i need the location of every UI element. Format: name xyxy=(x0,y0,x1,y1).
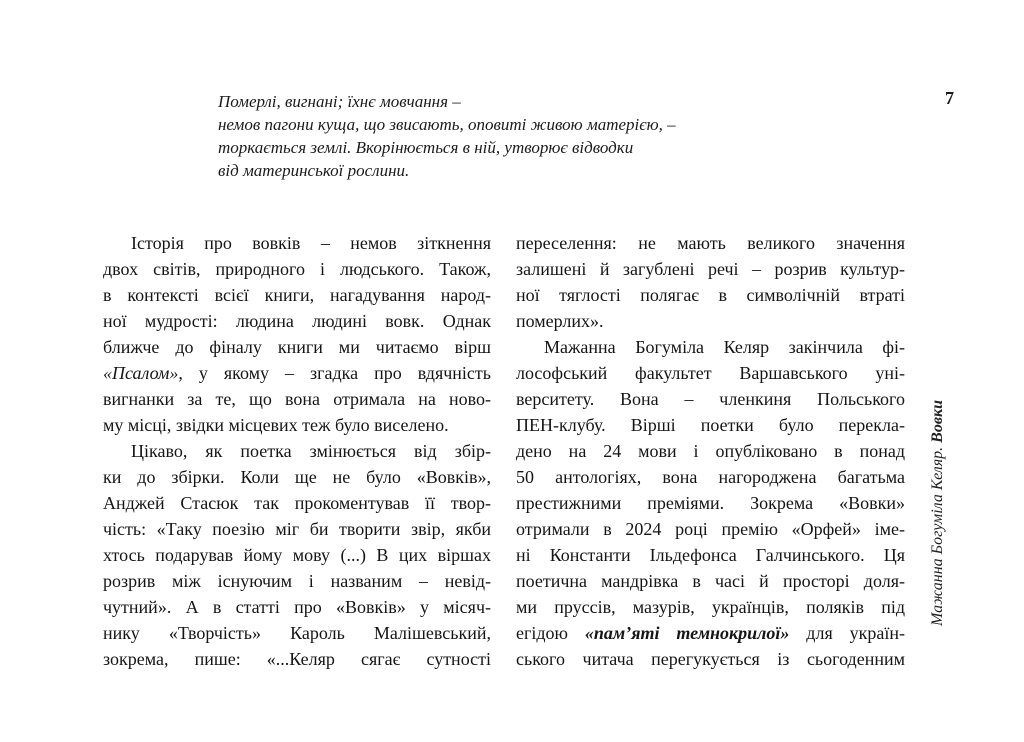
text-line xyxy=(516,516,905,542)
epigraph-line: торкається землі. Вкорінюється в ній, утворює відводки xyxy=(218,138,634,157)
text-line xyxy=(103,308,491,334)
text-segment: для україн- xyxy=(789,623,905,643)
text-line xyxy=(103,282,491,308)
column-right xyxy=(516,230,905,672)
margin-author: Мажанна Богуміла Келяр. xyxy=(929,442,946,627)
text-line xyxy=(516,412,905,438)
text-segment: «Псалом» xyxy=(103,363,179,383)
text-line xyxy=(103,334,491,360)
text-segment: в контексті всієї книги, нагадування народ- xyxy=(103,285,491,305)
text-segment: отримали в 2024 році премію «Орфей» іме- xyxy=(516,519,905,539)
text-line xyxy=(516,646,905,672)
text-line xyxy=(516,282,905,308)
epigraph xyxy=(218,90,676,182)
text-line xyxy=(516,594,905,620)
text-segment: «пам’яті темнокрилої» xyxy=(584,623,790,643)
text-segment: престижними преміями. Зокрема «Вовки» xyxy=(516,493,905,513)
text-segment: егідою xyxy=(516,623,585,643)
text-segment: верситету. Вона – членкиня Польського xyxy=(516,389,905,409)
text-segment: переселення: не мають великого значення xyxy=(516,233,905,253)
text-segment: хтось подарував йому мову (...) В цих віршах xyxy=(103,545,491,565)
page-number: 7 xyxy=(945,88,954,108)
text-segment: нику «Творчість» Кароль Малішевський, xyxy=(103,623,491,643)
text-segment: вигнанки за те, що вона отримала на ново- xyxy=(103,389,491,409)
text-line xyxy=(103,620,491,646)
text-segment: дено на 24 мови і опубліковано в понад xyxy=(516,441,905,461)
text-line xyxy=(103,438,491,464)
text-line xyxy=(516,334,905,360)
text-segment: Історія про вовків – немов зіткнення xyxy=(131,233,491,253)
text-segment: ні Константи Ільдефонса Галчинського. Ця xyxy=(516,545,905,565)
text-segment: залишені й загублені речі – розрив культур- xyxy=(516,259,905,279)
text-segment: поетична мандрівка в часі й просторі доля- xyxy=(516,571,905,591)
text-segment: чість: «Таку поезію міг би творити звір, якби xyxy=(103,519,491,539)
text-line xyxy=(516,464,905,490)
epigraph-line: Померлі, вигнані; їхнє мовчання – xyxy=(218,92,461,111)
text-line xyxy=(516,542,905,568)
text-line xyxy=(516,490,905,516)
text-segment: ної мудрості: людина людині вовк. Однак xyxy=(103,311,491,331)
text-line xyxy=(516,568,905,594)
column-left xyxy=(103,230,491,672)
text-line xyxy=(103,386,491,412)
text-segment: 50 антологіях, вона нагороджена багатьма xyxy=(516,467,905,487)
text-line xyxy=(103,256,491,282)
text-segment: зокрема, пише: «...Келяр сягає сутності xyxy=(103,649,491,669)
text-segment: му місці, звідки місцевих теж було виселено. xyxy=(103,415,449,435)
text-line xyxy=(516,360,905,386)
text-line xyxy=(103,230,491,256)
text-line xyxy=(103,594,491,620)
text-line xyxy=(103,516,491,542)
text-line xyxy=(103,412,491,438)
text-segment: ми пруссів, мазурів, українців, поляків під xyxy=(516,597,905,617)
text-segment: ки до збірки. Коли ще не було «Вовків», xyxy=(103,467,491,487)
text-segment: ближче до фіналу книги ми читаємо вірш xyxy=(103,337,491,357)
text-line xyxy=(103,542,491,568)
margin-book-title: Вовки xyxy=(929,399,946,443)
text-line xyxy=(103,568,491,594)
text-segment: померлих». xyxy=(516,311,604,331)
text-segment: Цікаво, як поетка змінюється від збір- xyxy=(131,441,491,461)
text-segment: двох світів, природного і людського. Також, xyxy=(103,259,491,279)
text-segment: лософський факультет Варшавського уні- xyxy=(516,363,905,383)
text-segment: розрив між існуючим і названим – невід- xyxy=(103,571,491,591)
text-line xyxy=(103,360,491,386)
text-line xyxy=(103,464,491,490)
epigraph-line: немов пагони куща, що звисають, оповиті живою матерією, – xyxy=(218,115,676,134)
text-line xyxy=(516,308,905,334)
text-segment: Анджей Стасюк так прокоментував її твор- xyxy=(103,493,491,513)
text-line xyxy=(516,256,905,282)
text-line xyxy=(516,438,905,464)
text-segment: чутний». А в статті про «Вовків» у місяч- xyxy=(103,597,491,617)
text-line xyxy=(516,386,905,412)
text-segment: Мажанна Богуміла Келяр закінчила фі- xyxy=(544,337,905,357)
text-line xyxy=(103,646,491,672)
text-line xyxy=(103,490,491,516)
text-segment: ПЕН-клубу. Вірші поетки було перекла- xyxy=(516,415,905,435)
margin-title xyxy=(929,363,949,663)
epigraph-line: від материнської рослини. xyxy=(218,161,410,180)
text-segment: ної тяглості полягає в символічній втраті xyxy=(516,285,905,305)
text-line xyxy=(516,620,905,646)
text-segment: ського читача перегукується із сьогоденним xyxy=(516,649,905,669)
text-segment: , у якому – згадка про вдячність xyxy=(178,363,491,383)
text-line xyxy=(516,230,905,256)
